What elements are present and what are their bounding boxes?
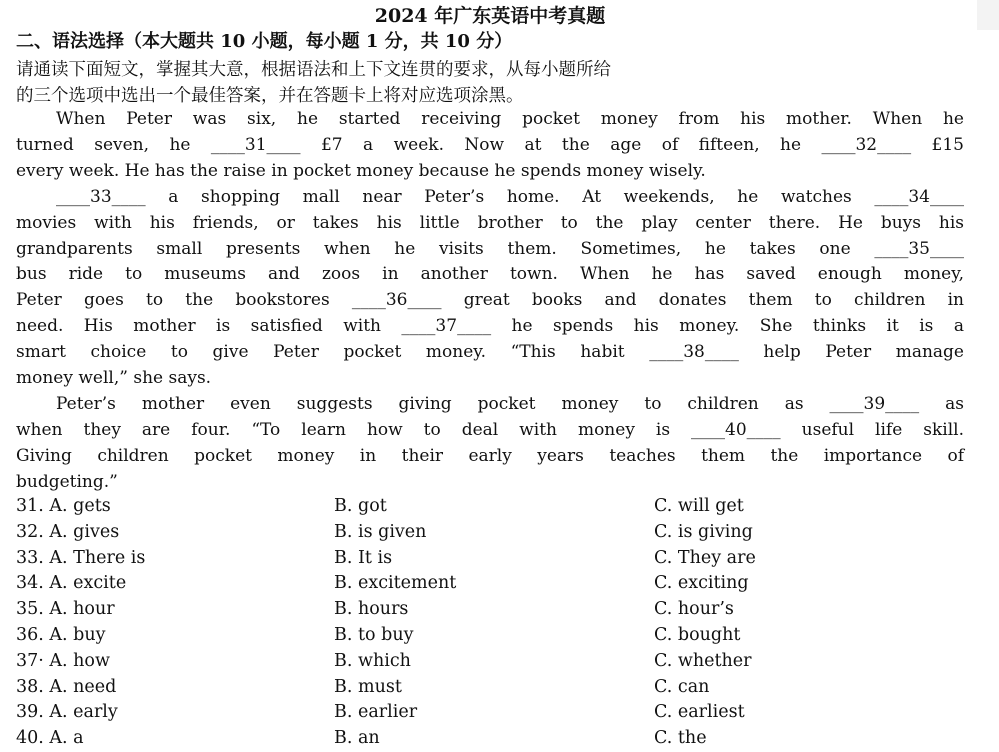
option-a: 39. A. early bbox=[16, 702, 118, 723]
question-row bbox=[16, 494, 964, 520]
page-title: 2024 年广东英语中考真题 bbox=[374, 5, 606, 27]
paragraph-1 bbox=[16, 107, 964, 185]
option-c: C. the bbox=[654, 728, 707, 749]
question-row bbox=[16, 675, 964, 701]
window-edge bbox=[977, 0, 999, 30]
option-a: 37· A. how bbox=[16, 650, 110, 671]
option-a: 31. A. gets bbox=[16, 496, 111, 516]
question-row bbox=[16, 571, 964, 597]
option-c: C. will get bbox=[654, 496, 744, 516]
instruction-line: 的三个选项中选出一个最佳答案，并在答题卡上将对应选项涂黑。 bbox=[16, 86, 524, 106]
option-b: B. which bbox=[334, 650, 411, 671]
question-row bbox=[16, 623, 964, 649]
option-a: 38. A. need bbox=[16, 676, 117, 697]
question-row bbox=[16, 726, 964, 752]
passage-line: when they are four. “To learn how to deal with money is ____40____ useful life skill. bbox=[16, 419, 964, 440]
question-row bbox=[16, 546, 964, 572]
option-a: 32. A. gives bbox=[16, 521, 120, 542]
option-b: B. It is bbox=[334, 547, 393, 568]
passage-line: every week. He has the raise in pocket money because he spends money wisely. bbox=[16, 160, 706, 181]
option-b: B. is given bbox=[334, 521, 427, 542]
option-b: B. earlier bbox=[334, 702, 418, 723]
passage-line: money well,” she says. bbox=[16, 368, 212, 389]
option-b: B. hours bbox=[334, 599, 409, 620]
passage-line: turned seven, he ____31____ £7 a week. Now at the age of fifteen, he ____32____ £15 bbox=[16, 134, 964, 155]
instruction-line: 请通读下面短文，掌握其大意，根据语法和上下文连贯的要求，从每小题所给 bbox=[16, 60, 611, 80]
answer-options bbox=[16, 494, 964, 752]
section-heading: 二、语法选择（本大题共 10 小题，每小题 1 分，共 10 分） bbox=[16, 31, 513, 52]
option-c: C. exciting bbox=[654, 573, 749, 594]
option-a: 33. A. There is bbox=[16, 547, 146, 568]
passage-line: When Peter was six, he started receiving pocket money from his mother. When he bbox=[56, 109, 964, 129]
passage-line: bus ride to museums and zoos in another town. When he has saved enough money, bbox=[16, 264, 964, 285]
option-b: B. an bbox=[334, 728, 380, 749]
passage-line: smart choice to give Peter pocket money. “This habit ____38____ help Peter manage bbox=[16, 342, 964, 363]
paragraph-2 bbox=[16, 185, 964, 392]
option-c: C. hour’s bbox=[654, 599, 734, 620]
passage-line: movies with his friends, or takes his little brother to the play center there. He buys his bbox=[16, 212, 964, 233]
option-b: B. excitement bbox=[334, 573, 457, 594]
option-b: B. must bbox=[334, 676, 402, 697]
option-c: C. can bbox=[654, 676, 710, 697]
option-a: 35. A. hour bbox=[16, 599, 115, 620]
option-c: C. is giving bbox=[654, 521, 753, 542]
paragraph-3 bbox=[16, 392, 964, 496]
option-c: C. bought bbox=[654, 624, 741, 645]
question-row bbox=[16, 649, 964, 675]
option-c: C. They are bbox=[654, 547, 756, 568]
option-a: 40. A. a bbox=[16, 728, 84, 749]
option-c: C. whether bbox=[654, 650, 752, 671]
option-a: 36. A. buy bbox=[16, 624, 106, 645]
option-b: B. to buy bbox=[334, 624, 414, 645]
question-row bbox=[16, 520, 964, 546]
passage-line: Giving children pocket money in their early years teaches them the importance of bbox=[16, 445, 964, 466]
question-row bbox=[16, 597, 964, 623]
option-b: B. got bbox=[334, 496, 387, 516]
passage-line: Peter’s mother even suggests giving pocket money to children as ____39____ as bbox=[56, 393, 964, 414]
passage-line: Peter goes to the bookstores ____36____ great books and donates them to children in bbox=[16, 290, 964, 311]
option-a: 34. A. excite bbox=[16, 573, 127, 594]
question-row bbox=[16, 700, 964, 726]
option-c: C. earliest bbox=[654, 702, 745, 723]
passage-line: budgeting.” bbox=[16, 471, 118, 492]
passage-line: ____33____ a shopping mall near Peter’s home. At weekends, he watches ____34____ bbox=[56, 186, 964, 207]
passage-line: grandparents small presents when he visits them. Sometimes, he takes one ____35____ bbox=[16, 238, 964, 259]
instructions bbox=[16, 57, 964, 109]
passage bbox=[16, 107, 964, 496]
passage-line: need. His mother is satisfied with ____37____ he spends his money. She thinks it is a bbox=[16, 316, 964, 337]
